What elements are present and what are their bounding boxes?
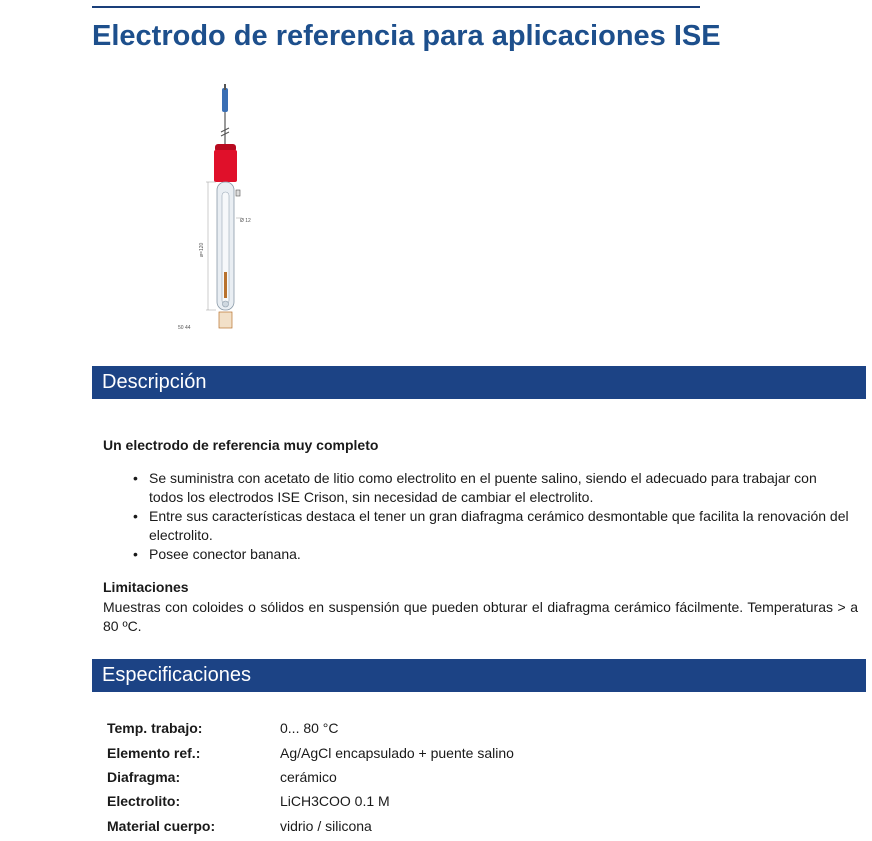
spec-label: Material cuerpo:: [107, 817, 216, 834]
list-item: [131, 507, 851, 545]
table-row: [107, 789, 514, 813]
fill-port: [236, 190, 240, 196]
top-rule: [92, 6, 700, 8]
table-row: [107, 765, 514, 789]
electrode-illustration: [170, 82, 260, 337]
bullet-text: Se suministra con acetato de litio como electrolito en el puente salino, siendo el adecuado para trabajar con todos los electrodos ISE Crison, sin necesidad de cambiar el electrolito.: [149, 470, 817, 505]
description-bullet-list: [131, 469, 851, 564]
list-item: [131, 469, 851, 507]
reference-element: [224, 272, 227, 298]
electrode-drawing: [170, 82, 260, 337]
diameter-label: Ø 12: [240, 218, 251, 224]
bullet-icon: •: [133, 508, 138, 524]
cap: [214, 150, 237, 182]
spec-label: Temp. trabajo:: [107, 720, 203, 737]
bullet-text: Posee conector banana.: [149, 546, 301, 562]
spec-value: cerámico: [280, 768, 337, 785]
section-header-especificaciones: Especificaciones: [92, 659, 866, 692]
connector-pin: [224, 84, 226, 90]
page-title: Electrodo de referencia para aplicaciones ISE: [92, 20, 721, 52]
diaphragm-sleeve: [219, 312, 232, 328]
spec-label: Elemento ref.:: [107, 744, 201, 761]
limitations-title: Limitaciones: [103, 579, 189, 595]
connector-plug: [222, 88, 228, 112]
limitations-text: Muestras con coloides o sólidos en suspensión que pueden obturar el diafragma cerámico fácilmente. Temperaturas > a 80 ºC.: [103, 599, 858, 634]
bullet-icon: •: [133, 470, 138, 486]
list-item: [131, 545, 851, 564]
bullet-text: Entre sus características destaca el tener un gran diafragma cerámico desmontable que facilita la renovación del electrolito.: [149, 508, 849, 543]
specifications-table: [107, 716, 514, 838]
spec-value: LiCH3COO 0.1 M: [280, 793, 390, 810]
spec-value: 0... 80 °C: [280, 720, 339, 737]
table-row: [107, 740, 514, 764]
code-label: 50 44: [178, 325, 191, 331]
spec-label: Diafragma:: [107, 768, 181, 785]
spec-label: Electrolito:: [107, 793, 181, 810]
description-subtitle: Un electrodo de referencia muy completo: [103, 437, 379, 453]
junction: [223, 301, 229, 307]
table-row: [107, 716, 514, 740]
section-header-descripcion: Descripción: [92, 366, 866, 399]
length-label: ø=120: [199, 242, 205, 257]
spec-value: Ag/AgCl encapsulado + puente salino: [280, 744, 514, 761]
bullet-icon: •: [133, 546, 138, 562]
spec-value: vidrio / silicona: [280, 817, 372, 834]
table-row: [107, 814, 514, 838]
